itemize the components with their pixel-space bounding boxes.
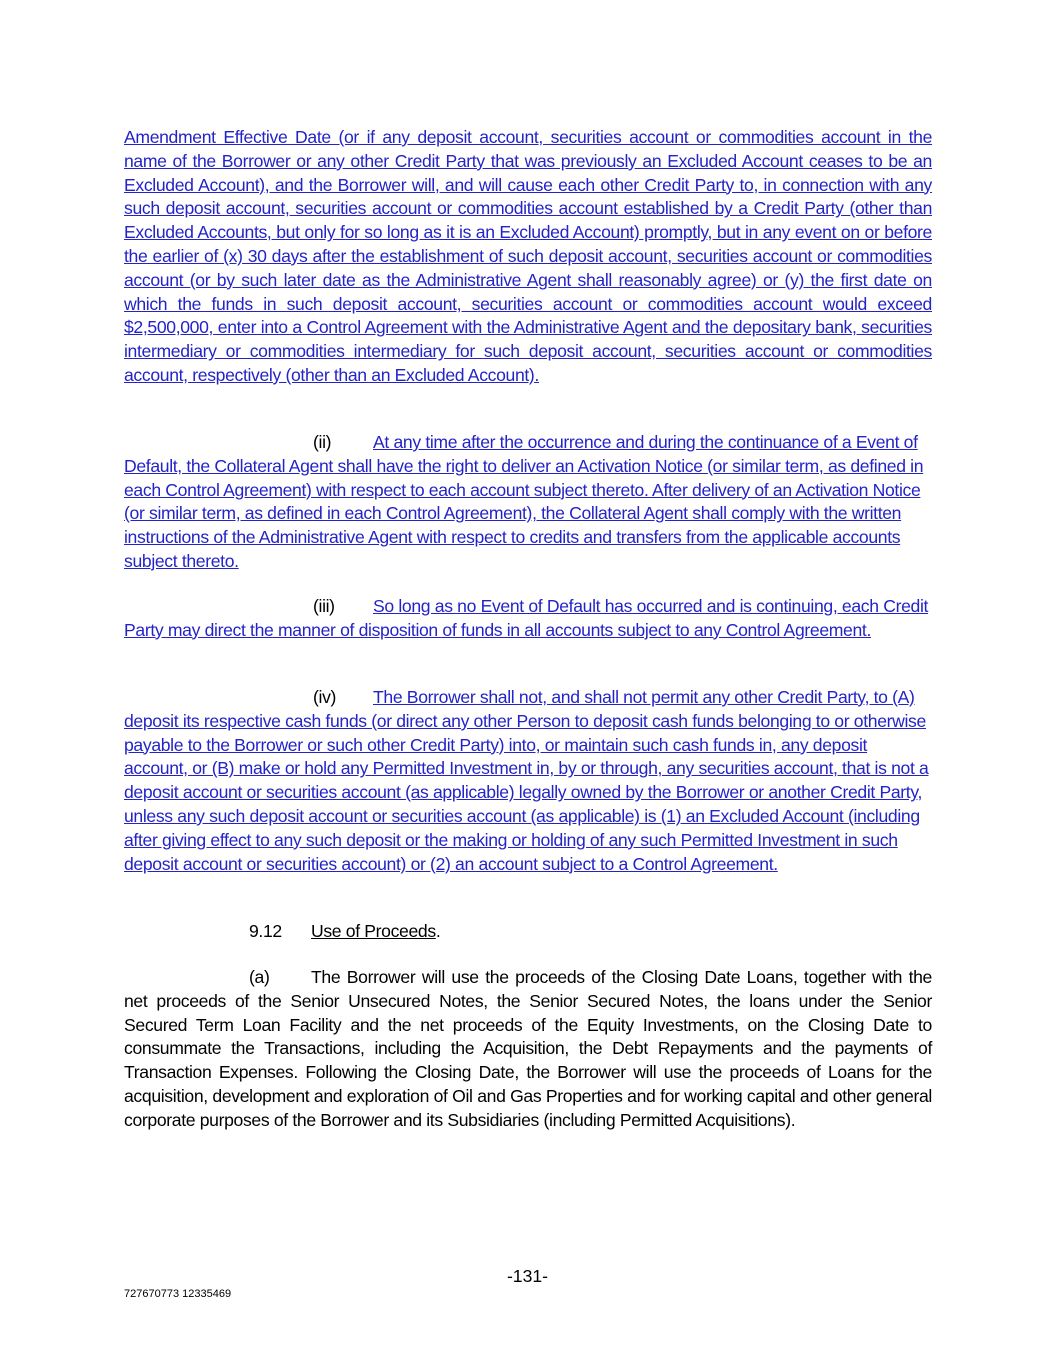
section-heading-9-12 [124,920,932,944]
paragraph-ii-number: (ii) [313,432,332,452]
paragraph-a-text: The Borrower will use the proceeds of the Closing Date Loans, together with the net proceeds of the Senior Unsecured Notes, the Senior Secured Notes, the loans under the Senior Secured Term Loan Facility and the net proceeds of the Equity Investments, on the Closing Date to consummate the Transactions, including the Acquisition, the Debt Repayments and the payments of Transaction Expenses. Following the Closing Date, the Borrower will use the proceeds of Loans for the acquisition, development and exploration of Oil and Gas Properties and for working capital and other general corporate purposes of the Borrower and its Subsidiaries (including Permitted Acquisitions). [124,967,932,1130]
paragraph-iii-text: So long as no Event of Default has occurred and is continuing, each Credit Party may direct the manner of disposition of funds in all accounts subject to any Control Agreement. [124,596,929,640]
page-number: -131- [506,1266,549,1286]
paragraph-a-number: (a) [249,967,270,987]
paragraph-iv-text: The Borrower shall not, and shall not permit any other Credit Party, to (A) deposit its respective cash funds (or direct any other Person to deposit cash funds belonging to or otherwise payable to the Borrower or such other Credit Party) into, or maintain such cash funds in, any deposit account, or (B) make or hold any Permitted Investment in, by or through, any securities account, that is not a deposit account or securities account (as applicable) legally owned by the Borrower or another Credit Party, unless any such deposit account or securities account (as applicable) is (1) an Excluded Account (including after giving effect to any such deposit or the making or holding of any such Permitted Investment in such deposit account or securities account) or (2) an account subject to a Control Agreement. [124,687,929,874]
paragraph-ii [124,431,932,574]
paragraph-a [124,966,932,1133]
paragraph-iv [124,686,932,876]
section-title: Use of Proceeds [311,921,436,941]
paragraph-iv-number: (iv) [313,687,337,707]
paragraph-continued: Amendment Effective Date (or if any deposit account, securities account or commodities account in the name of the Borrower or any other Credit Party that was previously an Excluded Account ceases to be an Excluded Account), and the Borrower will, and will cause each other Credit Party to, in connection with any such deposit account, securities account or commodities account established by a Credit Party (other than Excluded Accounts, but only for so long as it is an Excluded Account) promptly, but in any event on or before the earlier of (x) 30 days after the establishment of such deposit account, securities account or commodities account (or by such later date as the Administrative Agent shall reasonably agree) or (y) the first date on which the funds in such deposit account, securities account or commodities account would exceed $2,500,000, enter into a Control Agreement with the Administrative Agent and the depositary bank, securities intermediary or commodities intermediary for such deposit account, securities account or commodities account, respectively (other than an Excluded Account). [124,127,932,385]
document-id: 727670773 12335469 [124,1288,232,1300]
paragraph-ii-text: At any time after the occurrence and during the continuance of a Event of Default, the Collateral Agent shall have the right to deliver an Activation Notice (or similar term, as defined in each Control Agreement) with respect to each account subject thereto. After delivery of an Activation Notice (or similar term, as defined in each Control Agreement), the Collateral Agent shall comply with the written instructions of the Administrative Agent with respect to credits and transfers from the applicable accounts subject thereto. [124,432,924,571]
paragraph-iii-number: (iii) [313,596,335,616]
section-title-period: . [435,921,441,941]
section-number: 9.12 [249,921,282,941]
paragraph-iii [124,595,932,643]
